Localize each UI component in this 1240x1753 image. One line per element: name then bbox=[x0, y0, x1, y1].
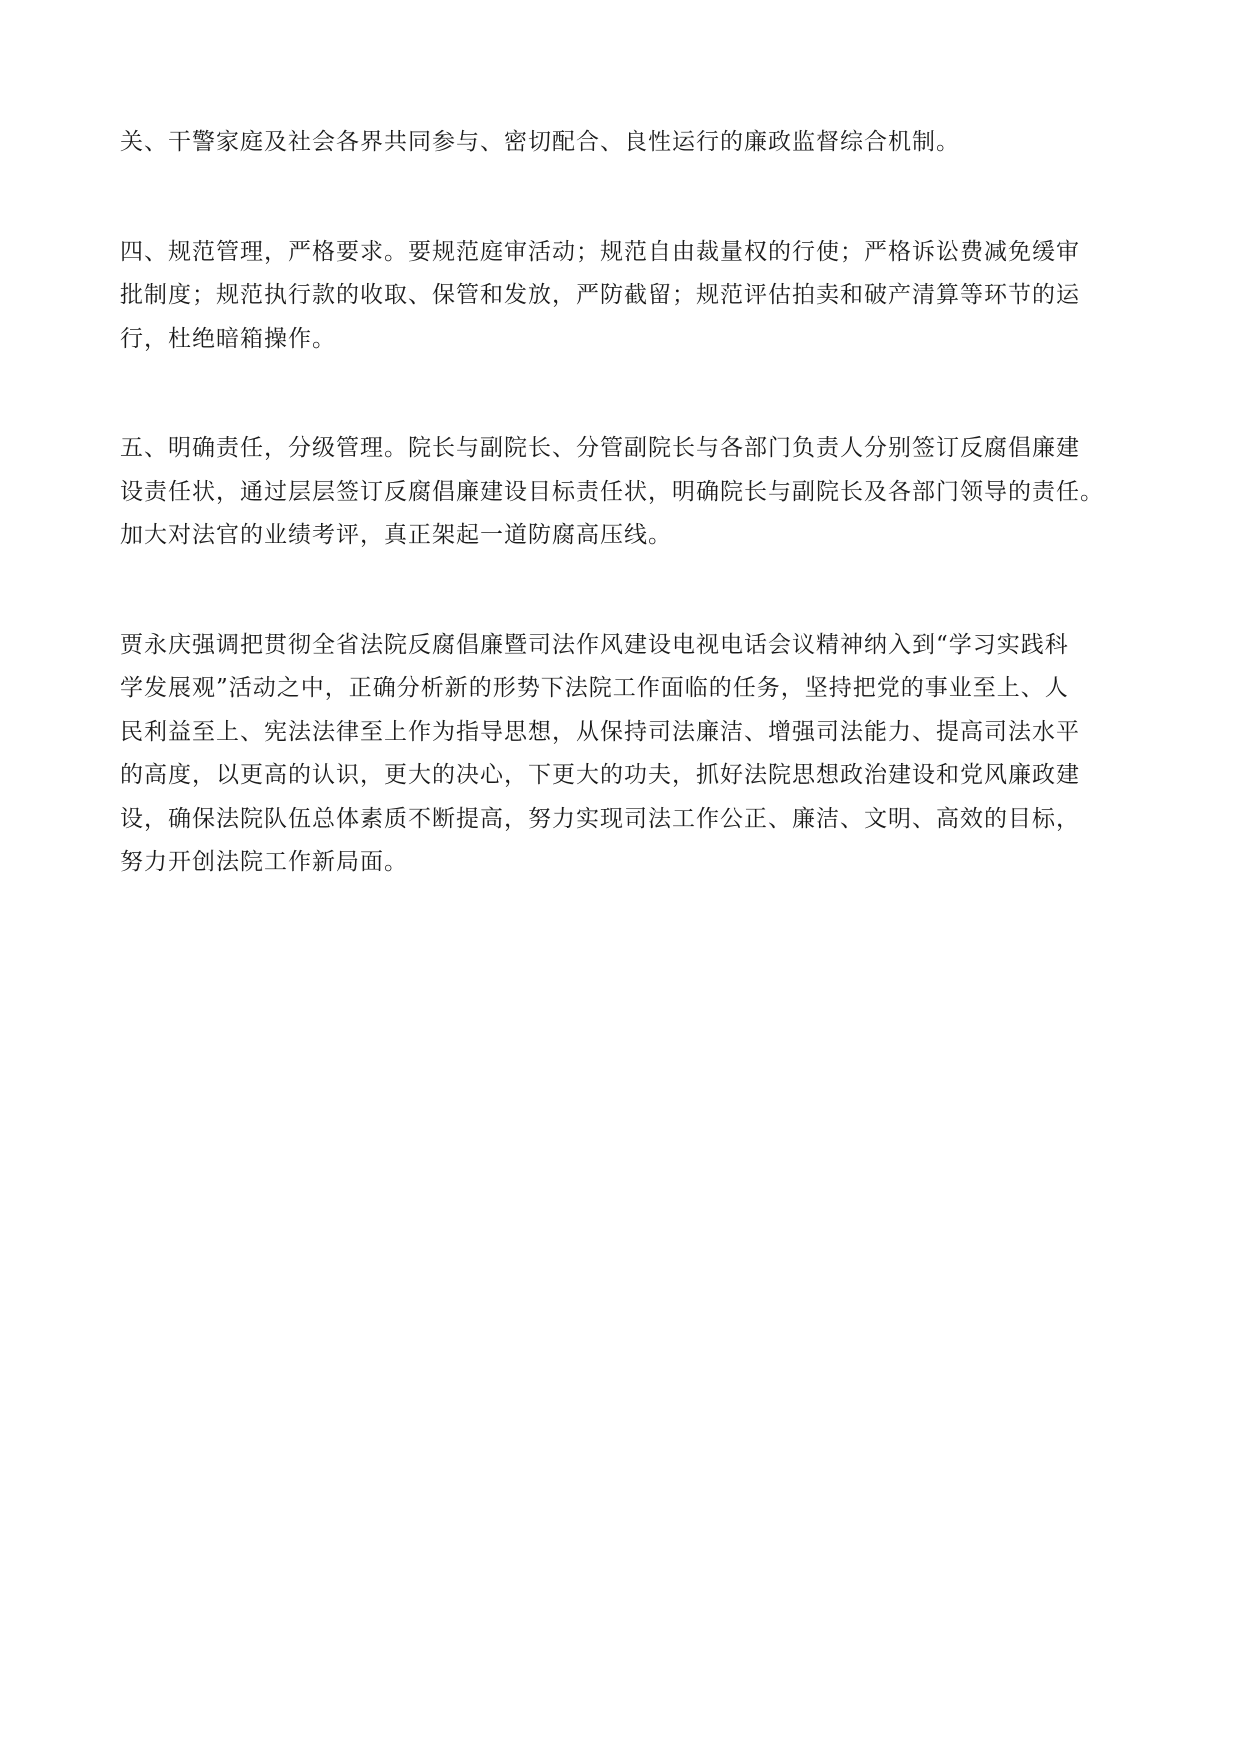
paragraph-section-four bbox=[120, 231, 1130, 362]
text-line: 行，杜绝暗箱操作。 bbox=[120, 325, 336, 352]
text-line: 设，确保法院队伍总体素质不断提高，努力实现司法工作公正、廉洁、文明、高效的目标， bbox=[120, 805, 1080, 832]
text-line: 的高度，以更高的认识，更大的决心，下更大的功夫，抓好法院思想政治建设和党风廉政建 bbox=[120, 762, 1080, 788]
text-line: 努力开创法院工作新局面。 bbox=[120, 849, 408, 875]
text-line: 学发展观”活动之中，正确分析新的形势下法院工作面临的任务，坚持把党的事业至上、人 bbox=[120, 675, 1069, 701]
text-line: 民利益至上、宪法法律至上作为指导思想，从保持司法廉洁、增强司法能力、提高司法水平 bbox=[120, 718, 1080, 745]
paragraph-conclusion bbox=[120, 624, 1130, 885]
text-line: 关、干警家庭及社会各界共同参与、密切配合、良性运行的廉政监督综合机制。 bbox=[120, 129, 960, 155]
text-line: 四、规范管理，严格要求。要规范庭审活动；规范自由裁量权的行使；严格诉讼费减免缓审 bbox=[120, 238, 1080, 265]
text-line: 加大对法官的业绩考评，真正架起一道防腐高压线。 bbox=[120, 522, 672, 548]
paragraph-oversight-mechanism bbox=[120, 121, 1130, 165]
text-line: 贾永庆强调把贯彻全省法院反腐倡廉暨司法作风建设电视电话会议精神纳入到“学习实践科 bbox=[120, 631, 1069, 658]
document-body bbox=[120, 121, 1130, 951]
text-line: 设责任状，通过层层签订反腐倡廉建设目标责任状，明确院长与副院长及各部门领导的责任。 bbox=[120, 478, 1104, 505]
text-line: 五、明确责任，分级管理。院长与副院长、分管副院长与各部门负责人分别签订反腐倡廉建 bbox=[120, 435, 1080, 461]
text-line: 批制度；规范执行款的收取、保管和发放，严防截留；规范评估拍卖和破产清算等环节的运 bbox=[120, 282, 1080, 308]
paragraph-section-five bbox=[120, 427, 1130, 558]
